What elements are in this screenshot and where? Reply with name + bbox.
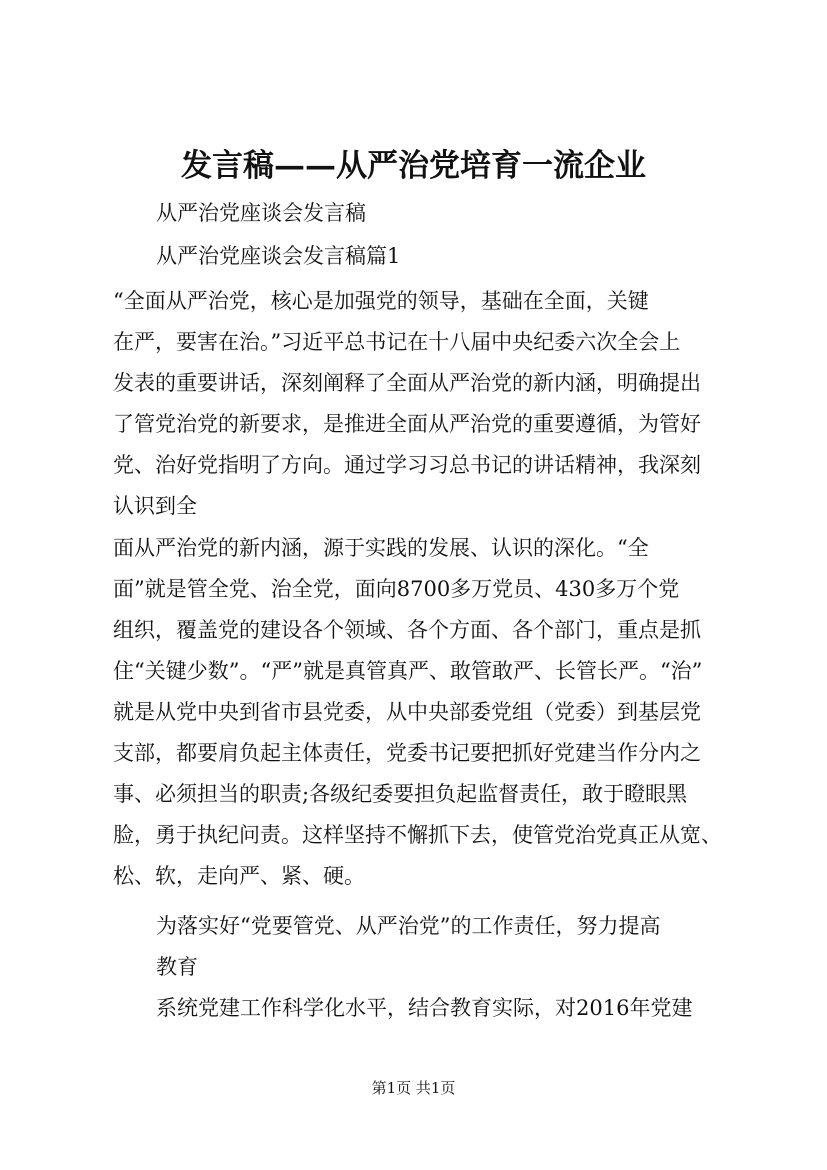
paragraph-2-line: 松、软，走向严、紧、硬。 (113, 864, 365, 888)
paragraph-3 (156, 906, 768, 988)
paragraph-2-line: 事、必须担当的职责;各级纪委要担负起监督责任，敢于瞪眼黑 (113, 782, 688, 806)
subtitle-line-1: 从严治党座谈会发言稿 (156, 201, 366, 225)
paragraph-1-line: 党、治好党指明了方向。通过学习习总书记的讲话精神，我深刻 (113, 453, 701, 477)
paragraph-4 (156, 988, 768, 1029)
paragraph-1-line: 发表的重要讲话，深刻阐释了全面从严治党的新内涵，明确提出 (113, 371, 701, 395)
paragraph-4-line: 系统党建工作科学化水平，结合教育实际，对2016年党建 (156, 996, 693, 1020)
paragraph-2-line: 就是从党中央到省市县党委，从中央部委党组（党委）到基层党 (113, 700, 701, 724)
paragraph-2-line: 面”就是管全党、治全党，面向8700多万党员、430多万个党 (113, 577, 680, 601)
paragraph-2-line: 支部，都要肩负起主体责任，党委书记要把抓好党建当作分内之 (113, 741, 701, 765)
paragraph-2-line: 面从严治党的新内涵，源于实践的发展、认识的深化。“全 (113, 536, 649, 560)
paragraph-2-line: 住“关键少数”。“严”就是真管真严、敢管敢严、长管长严。“治” (113, 659, 703, 683)
paragraph-3-line: 为落实好“党要管党、从严治党”的工作责任，努力提高 (156, 914, 661, 938)
paragraph-1-line: 了管党治党的新要求，是推进全面从严治党的重要遵循，为管好 (113, 412, 701, 436)
paragraph-2-line: 脸，勇于执纪问责。这样坚持不懈抓下去，使管党治党真正从宽、 (113, 823, 722, 847)
paragraph-1-line: 在严，要害在治。”习近平总书记在十八届中央纪委六次全会上 (113, 330, 681, 354)
paragraph-2-line: 组织，覆盖党的建设各个领域、各个方面、各个部门，重点是抓 (113, 618, 701, 642)
subtitle-line-2: 从严治党座谈会发言稿篇1 (156, 244, 401, 268)
paragraph-1-line: 认识到全 (113, 494, 197, 518)
paragraph-2 (113, 528, 725, 897)
document-title: 发言稿——从严治党培育一流企业 (181, 148, 646, 184)
paragraph-1-line: “全面从严治党，核心是加强党的领导，基础在全面，关键 (113, 289, 649, 313)
paragraph-3-line: 教育 (156, 955, 198, 979)
paragraph-1 (113, 281, 725, 527)
page-footer: 第1页 共1页 (371, 1079, 456, 1097)
